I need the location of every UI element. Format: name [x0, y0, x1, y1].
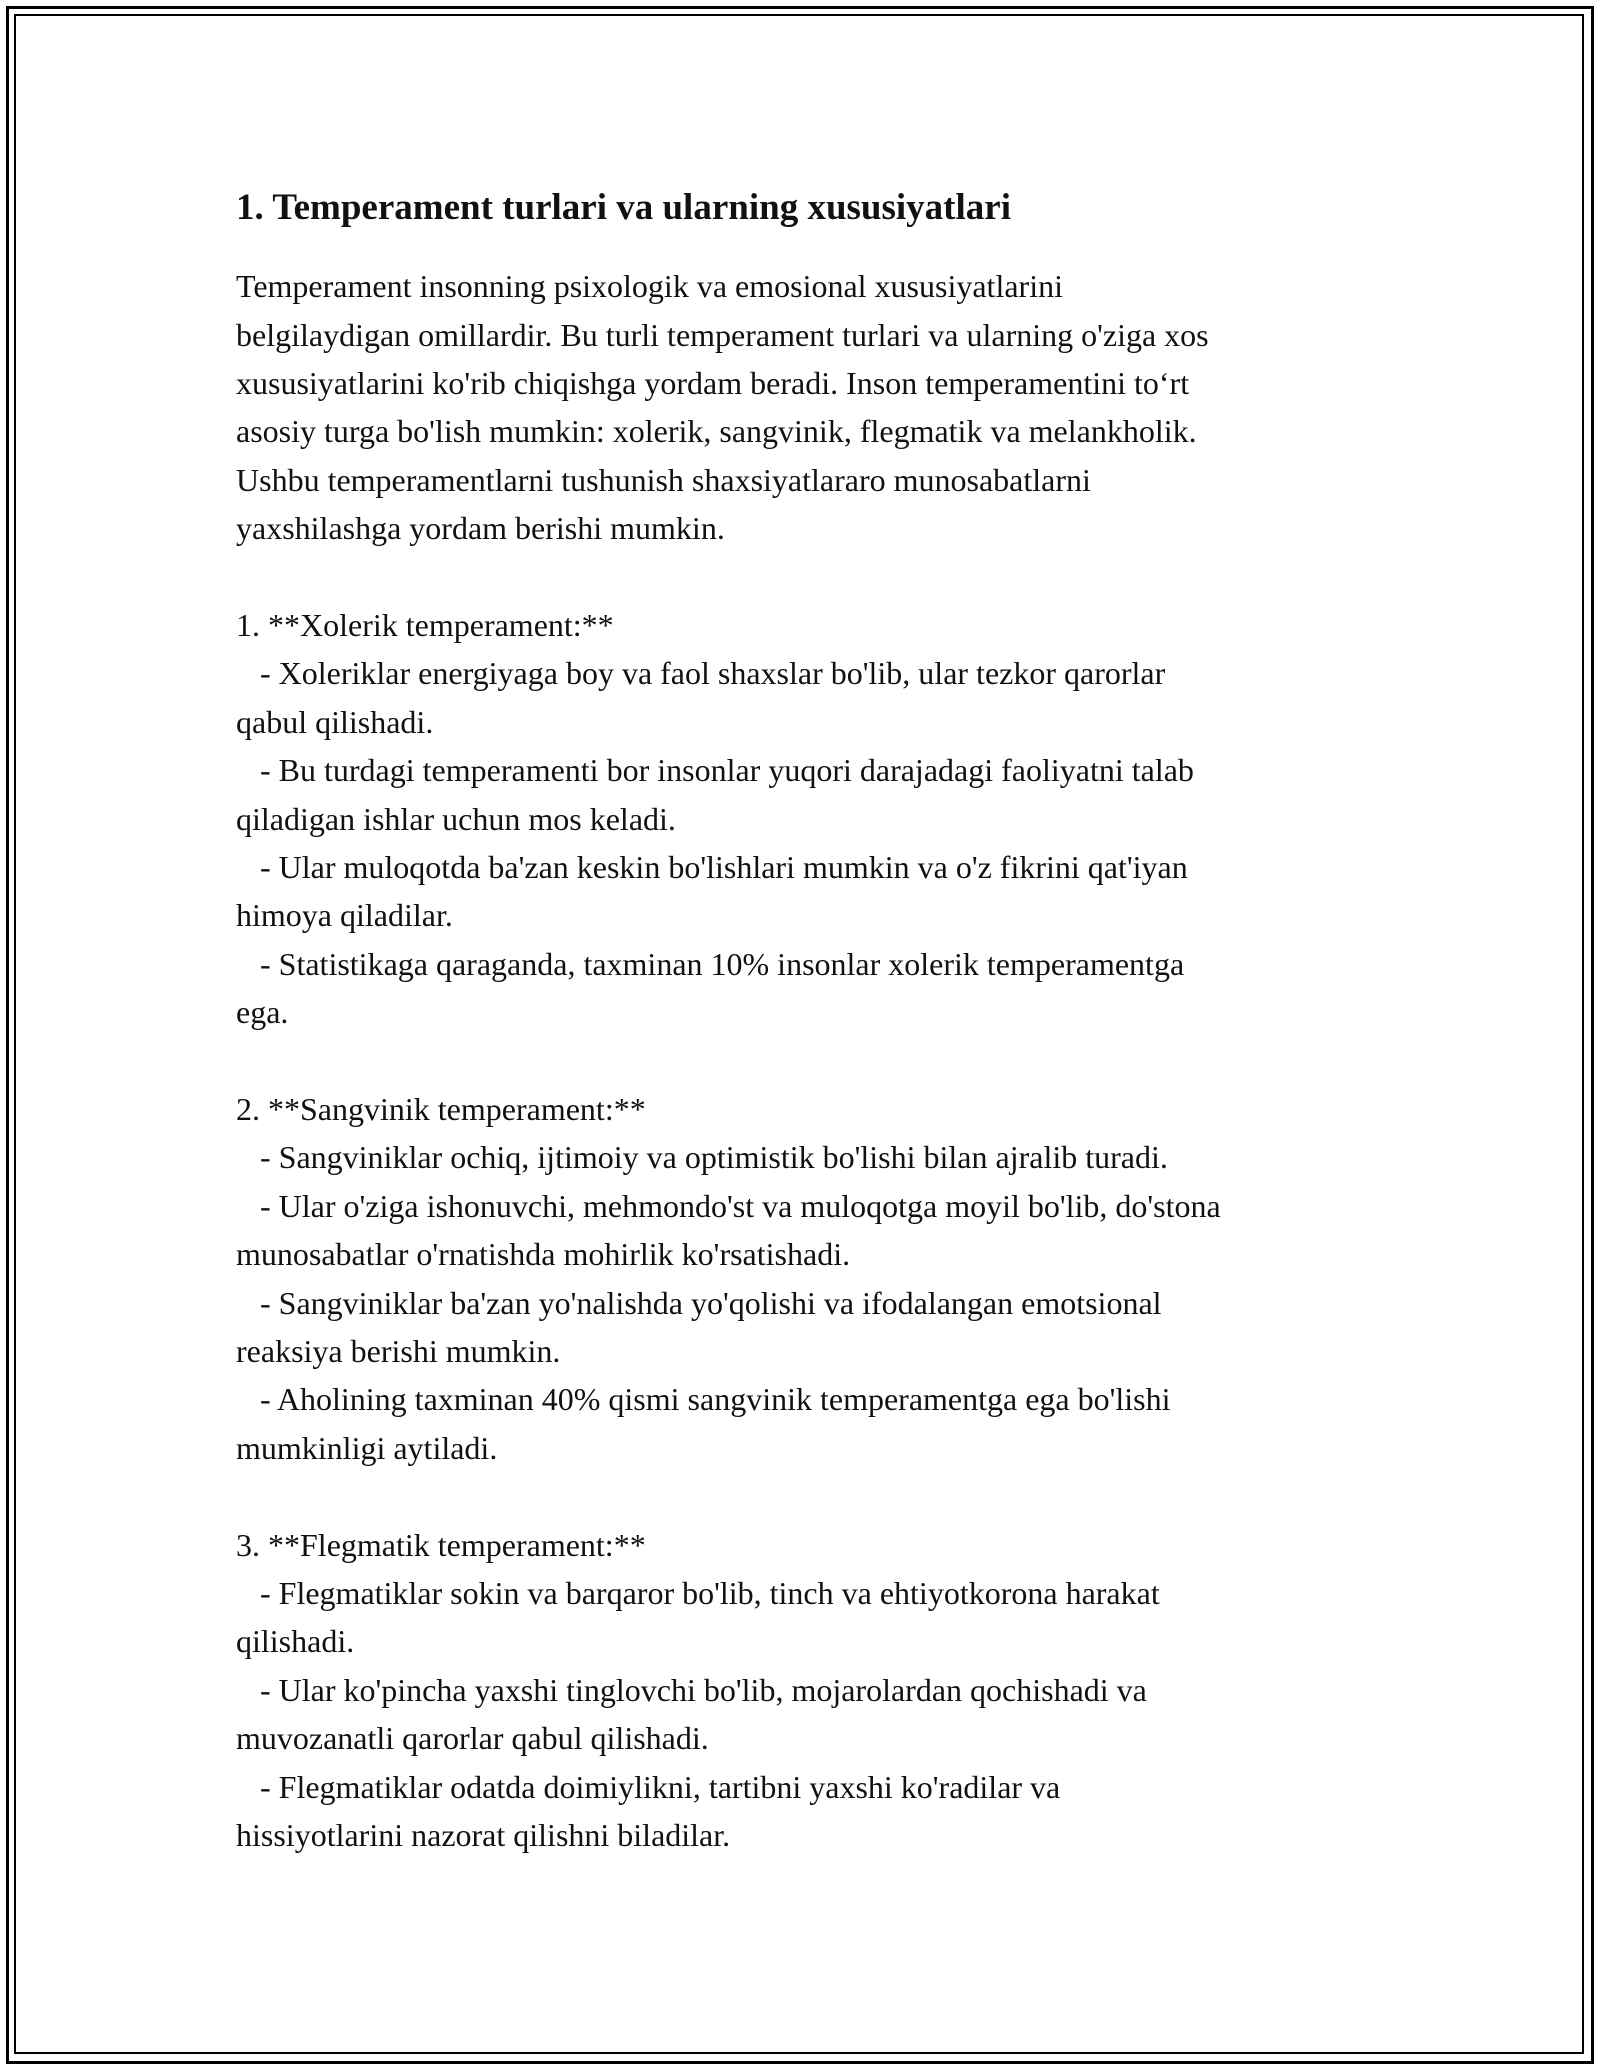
section-xolerik: 1. **Xolerik temperament:** - Xoleriklar energiyaga boy va faol shaxslar bo'lib, ular tezkor qarorlar qabul qilishadi. - Bu turdagi temperamenti bor insonlar yuqori darajadagi faoliyatni talab qiladigan ishlar uchun mos keladi. - Ular muloqotda ba'zan keskin bo'lishlari mumkin va o'z fikrini qat'iyan himoya qiladilar. - Statistikaga qaraganda, taxminan 10% insonlar xolerik temperamentga ega. — [236, 606, 1194, 1031]
section-sangvinik: 2. **Sangvinik temperament:** - Sangviniklar ochiq, ijtimoiy va optimistik bo'lishi bilan ajralib turadi. - Ular o'ziga ishonuvchi, mehmondo'st va muloqotga moyil bo'lib, do'stona munosabatlar o'rnatishda mohirlik ko'rsatishadi. - Sangviniklar ba'zan yo'nalishda yo'qolishi va ifodalangan emotsional reaksiya berishi mumkin. - Aholining taxminan 40% qismi sangvinik temperamentga ega bo'lishi mumkinligi aytiladi. — [236, 1091, 1221, 1466]
section-spacer — [236, 553, 1376, 601]
section-spacer — [236, 1472, 1376, 1520]
section-flegmatik: 3. **Flegmatik temperament:** - Flegmatiklar sokin va barqaror bo'lib, tinch va ehtiyotkorona harakat qilishadi. - Ular ko'pincha yaxshi tinglovchi bo'lib, mojarolardan qochishadi va muvozanatli qarorlar qabul qilishadi. - Flegmatiklar odatda doimiylikni, tartibni yaxshi ko'radilar va hissiyotlarini nazorat qilishni biladilar. — [236, 1526, 1160, 1854]
document-title: 1. Temperament turlari va ularning xususiyatlari — [236, 187, 1011, 228]
document-body — [236, 184, 1376, 1860]
section-spacer — [236, 1037, 1376, 1085]
intro-paragraph: Temperament insonning psixologik va emosional xususiyatlarini belgilaydigan omillardir. Bu turli temperament turlari va ularning o'ziga xos xususiyatlarini ko'rib chiqishga yordam beradi. Inson temperamentini to‘rt asosiy turga bo'lish mumkin: xolerik, sangvinik, flegmatik va melankholik. Ushbu temperamentlarni tushunish shaxsiyatlararo munosabatlarni yaxshilashga yordam berishi mumkin. — [236, 268, 1209, 547]
